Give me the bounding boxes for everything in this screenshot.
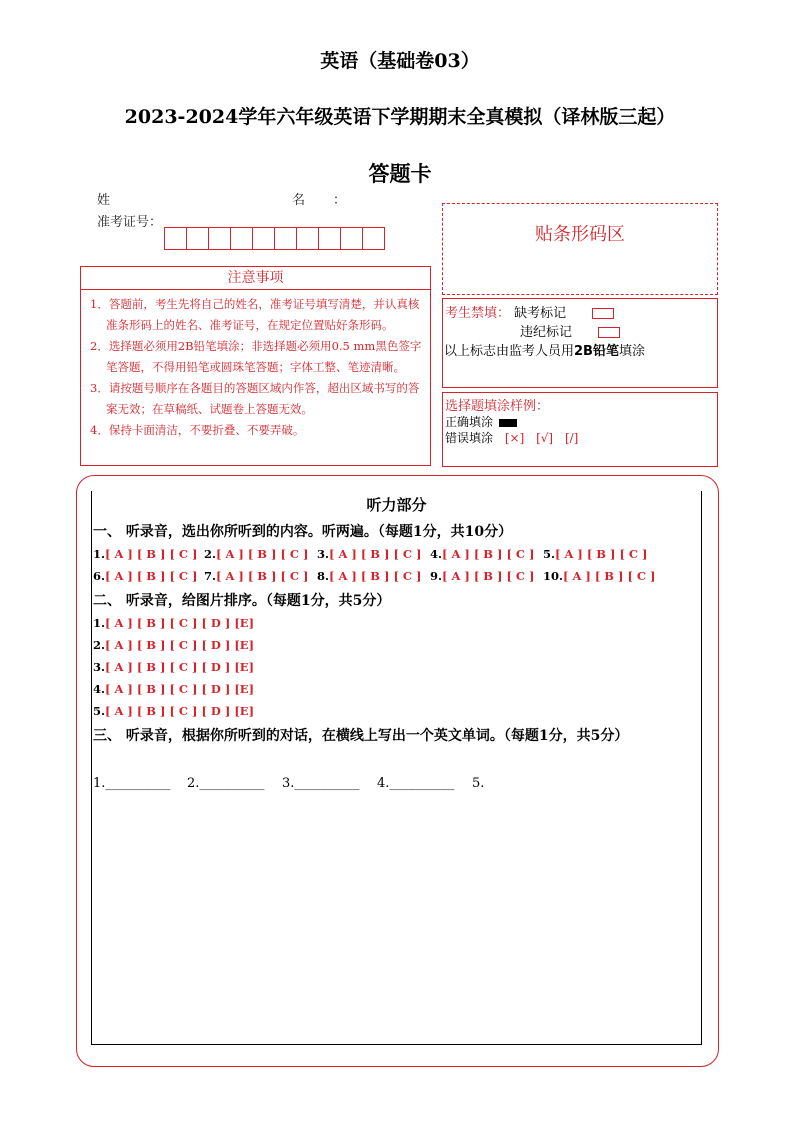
part3-heading: 三、 听录音，根据你所听到的对话，在横线上写出一个英文单词。（每题1分，共5分） [93,728,629,744]
part3-blank-5[interactable]: 5. [472,776,485,791]
part2-q3-options[interactable]: 3.[ A ] [ B ] [ C ] [ D ] [E] [93,660,255,674]
correct-fill-sample [499,419,517,427]
q8-options[interactable]: 8.[ A ] [ B ] [ C ] [317,569,422,583]
exam-number-boxes[interactable] [165,227,385,250]
wrong-fill-slash: [/] [564,431,579,445]
notice-item: 2．选择题必须用2B铅笔填涂；非选择题必须用0.5 mm黑色签字笔答题，不得用铅笔或圆珠笔答题；字体工整、笔迹清晰。 [90,339,422,374]
q5-options[interactable]: 5.[ A ] [ B ] [ C ] [543,547,648,561]
proctor-note-prefix: 以上标志由监考人员用 [444,344,575,359]
part2-q2-options[interactable]: 2.[ A ] [ B ] [ C ] [ D ] [E] [93,638,255,652]
proctor-note-bold: 2B铅笔 [574,344,619,359]
correct-fill-label: 正确填涂 [445,415,494,429]
name-label-colon: ： [333,193,347,208]
exam-number-box[interactable] [164,227,187,250]
exam-number-box[interactable] [274,227,297,250]
exam-number-box[interactable] [186,227,209,250]
name-label-char1: 姓 [97,193,111,208]
q9-options[interactable]: 9.[ A ] [ B ] [ C ] [430,569,535,583]
listening-section-title: 听力部分 [366,496,427,514]
part2-heading: 二、 听录音，给图片排序。（每题1分，共5分） [93,593,391,609]
exam-number-box[interactable] [208,227,231,250]
notice-title: 注意事项 [81,267,430,290]
exam-number-label: 准考证号： [97,215,163,230]
notice-item: 4．保持卡面清洁，不要折叠、不要弄破。 [90,423,305,437]
part2-q1-options[interactable]: 1.[ A ] [ B ] [ C ] [ D ] [E] [93,616,255,630]
name-label-char2: 名 [292,193,306,208]
proctor-note-suffix: 填涂 [618,344,645,359]
wrong-fill-label: 错误填涂 [445,431,494,445]
part2-q5-options[interactable]: 5.[ A ] [ B ] [ C ] [ D ] [E] [93,704,255,718]
q2-options[interactable]: 2.[ A ] [ B ] [ C ] [204,547,309,561]
q3-options[interactable]: 3.[ A ] [ B ] [ C ] [317,547,422,561]
part3-blank-4[interactable]: 4.__________ [377,776,455,791]
notice-item: 1．答题前，考生先将自己的姓名，准考证号填写清楚，并认真核准条形码上的姓名、准考证号，在规定位置贴好条形码。 [90,297,420,332]
exam-number-box[interactable] [296,227,319,250]
wrong-fill-check: [√] [536,431,554,445]
answer-sheet-title: 答题卡 [368,161,432,186]
part3-blank-2[interactable]: 2.__________ [187,776,265,791]
exam-title: 2023-2024学年六年级英语下学期期末全真模拟（译林版三起） [124,106,676,128]
barcode-area [442,203,718,295]
part2-q4-options[interactable]: 4.[ A ] [ B ] [ C ] [ D ] [E] [93,682,255,696]
violation-mark-label: 违纪标记 [520,325,573,340]
barcode-label: 贴条形码区 [535,224,625,245]
q10-options[interactable]: 10.[ A ] [ B ] [ C ] [543,569,656,583]
fill-sample-title: 选择题填涂样例： [445,399,550,414]
absent-mark-label: 缺考标记 [514,306,567,321]
exam-number-box[interactable] [362,227,385,250]
q7-options[interactable]: 7.[ A ] [ B ] [ C ] [204,569,309,583]
q6-options[interactable]: 6.[ A ] [ B ] [ C ] [93,569,198,583]
proctor-label: 考生禁填： [445,306,511,321]
violation-mark-box[interactable] [598,327,620,338]
exam-number-box[interactable] [340,227,363,250]
wrong-fill-cross: [×] [504,431,525,445]
part3-blank-3[interactable]: 3.__________ [282,776,360,791]
absent-mark-box[interactable] [592,308,614,319]
notice-box [80,266,431,466]
page-title: 英语（基础卷03） [320,50,480,72]
fill-sample-box [442,392,718,467]
part3-blank-1[interactable]: 1.__________ [93,776,171,791]
part1-heading: 一、 听录音，选出你所听到的内容。听两遍。（每题1分，共10分） [93,524,513,540]
exam-number-box[interactable] [252,227,275,250]
q1-options[interactable]: 1.[ A ] [ B ] [ C ] [93,547,198,561]
q4-options[interactable]: 4.[ A ] [ B ] [ C ] [430,547,535,561]
exam-number-box[interactable] [318,227,341,250]
exam-number-box[interactable] [230,227,253,250]
proctor-only-box [442,298,718,388]
notice-item: 3．请按题号顺序在各题目的答题区域内作答，超出区域书写的答案无效；在草稿纸、试题卷上答题无效。 [90,381,420,416]
